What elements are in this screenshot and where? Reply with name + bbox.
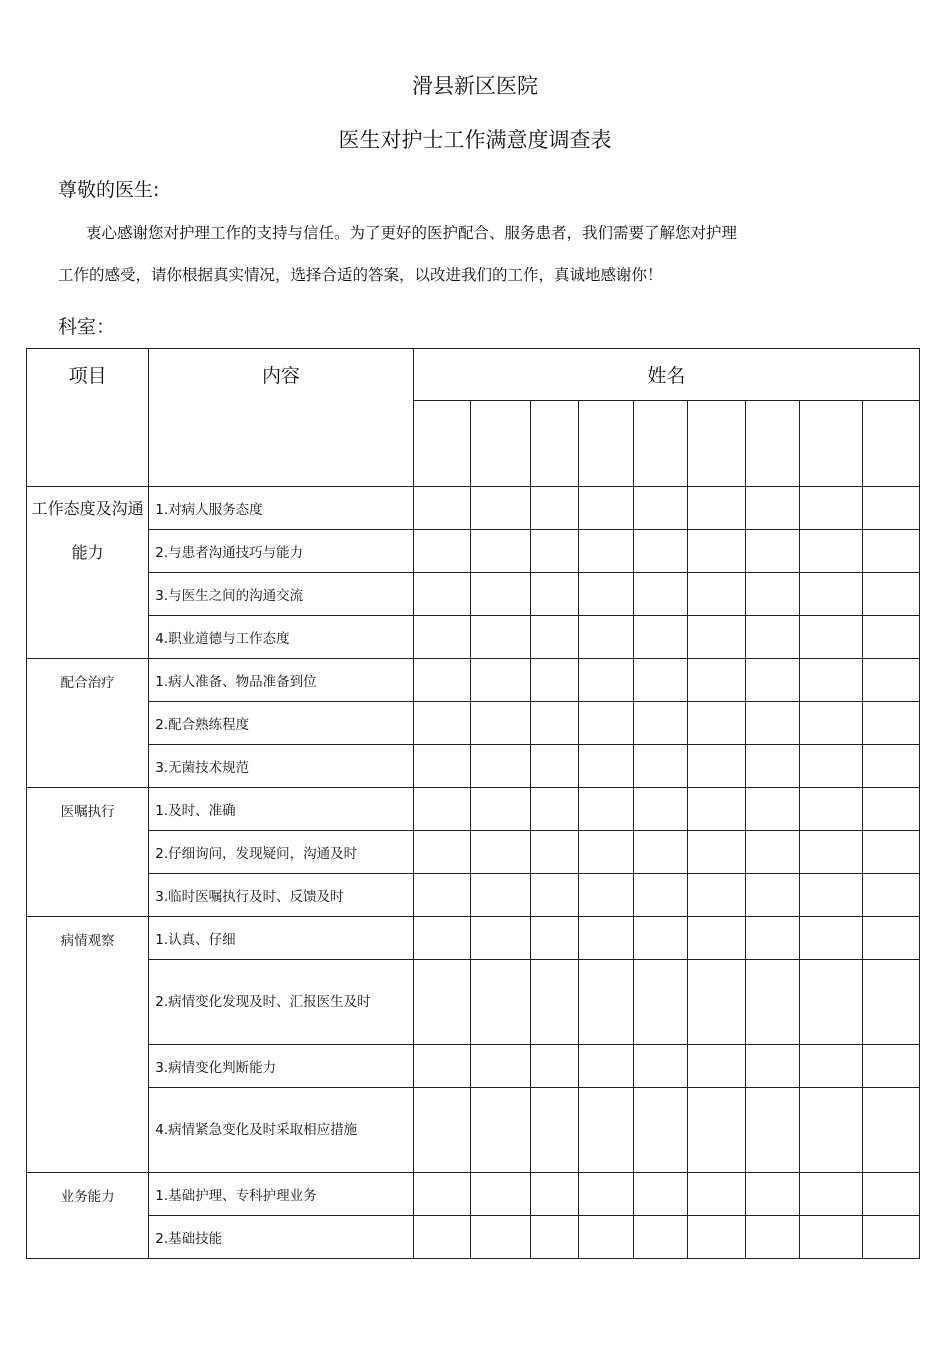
rating-cell[interactable]	[470, 831, 530, 874]
table-row	[27, 573, 920, 616]
name-entry-cell[interactable]	[634, 401, 688, 487]
rating-cell[interactable]	[531, 530, 579, 573]
rating-cell[interactable]	[579, 1088, 634, 1173]
rating-cell[interactable]	[862, 831, 919, 874]
rating-cell[interactable]	[799, 616, 862, 659]
rating-cell[interactable]	[634, 1216, 688, 1259]
form-title: 医生对护士工作满意度调查表	[338, 128, 612, 152]
rating-cell[interactable]	[470, 1045, 530, 1088]
rating-cell[interactable]	[799, 831, 862, 874]
rating-cell[interactable]	[862, 1173, 919, 1216]
rating-cell[interactable]	[688, 745, 746, 788]
rating-cell[interactable]	[470, 917, 530, 960]
rating-cell[interactable]	[413, 616, 470, 659]
rating-cell[interactable]	[413, 487, 470, 530]
rating-cell[interactable]	[862, 616, 919, 659]
table-row	[27, 1045, 920, 1088]
rating-cell[interactable]	[531, 1045, 579, 1088]
table-row	[27, 1088, 920, 1173]
item-cell: 2.病情变化发现及时、汇报医生及时	[149, 960, 414, 1045]
name-entry-cell[interactable]	[688, 401, 746, 487]
rating-cell[interactable]	[688, 487, 746, 530]
rating-cell[interactable]	[413, 573, 470, 616]
rating-cell[interactable]	[746, 573, 799, 616]
rating-cell[interactable]	[746, 1088, 799, 1173]
table-row	[27, 659, 920, 702]
rating-cell[interactable]	[413, 831, 470, 874]
rating-cell[interactable]	[688, 1088, 746, 1173]
rating-cell[interactable]	[862, 788, 919, 831]
rating-cell[interactable]	[799, 960, 862, 1045]
category-cell: 业务能力	[27, 1173, 149, 1259]
rating-cell[interactable]	[688, 874, 746, 917]
rating-cell[interactable]	[413, 917, 470, 960]
rating-cell[interactable]	[579, 1173, 634, 1216]
rating-cell[interactable]	[862, 1088, 919, 1173]
rating-cell[interactable]	[579, 917, 634, 960]
rating-cell[interactable]	[579, 745, 634, 788]
rating-cell[interactable]	[688, 1045, 746, 1088]
header-name: 姓名	[413, 349, 919, 401]
rating-cell[interactable]	[531, 960, 579, 1045]
rating-cell[interactable]	[746, 831, 799, 874]
item-cell: 1.认真、仔细	[149, 917, 414, 960]
rating-cell[interactable]	[634, 1045, 688, 1088]
rating-cell[interactable]	[413, 960, 470, 1045]
category-cell: 病情观察	[27, 917, 149, 1173]
rating-cell[interactable]	[862, 874, 919, 917]
rating-cell[interactable]	[413, 702, 470, 745]
category-cell: 医嘱执行	[27, 788, 149, 917]
rating-cell[interactable]	[579, 616, 634, 659]
name-entry-cell[interactable]	[470, 401, 530, 487]
rating-cell[interactable]	[470, 1088, 530, 1173]
rating-cell[interactable]	[862, 702, 919, 745]
rating-cell[interactable]	[688, 788, 746, 831]
rating-cell[interactable]	[746, 1216, 799, 1259]
rating-cell[interactable]	[688, 1216, 746, 1259]
rating-cell[interactable]	[862, 487, 919, 530]
survey-table	[26, 348, 920, 1259]
rating-cell[interactable]	[862, 659, 919, 702]
item-cell: 4.病情紧急变化及时采取相应措施	[149, 1088, 414, 1173]
rating-cell[interactable]	[799, 745, 862, 788]
rating-cell[interactable]	[531, 874, 579, 917]
name-entry-cell[interactable]	[862, 401, 919, 487]
table-row	[27, 960, 920, 1045]
rating-cell[interactable]	[579, 659, 634, 702]
rating-cell[interactable]	[634, 788, 688, 831]
header-project: 项目	[27, 349, 149, 487]
department-label: 科室：	[58, 316, 116, 338]
rating-cell[interactable]	[634, 530, 688, 573]
rating-cell[interactable]	[746, 1173, 799, 1216]
rating-cell[interactable]	[531, 616, 579, 659]
name-entry-cell[interactable]	[531, 401, 579, 487]
rating-cell[interactable]	[688, 530, 746, 573]
rating-cell[interactable]	[862, 1216, 919, 1259]
rating-cell[interactable]	[799, 874, 862, 917]
rating-cell[interactable]	[688, 616, 746, 659]
rating-cell[interactable]	[746, 960, 799, 1045]
intro-line-1: 衷心感谢您对护理工作的支持与信任。为了更好的医护配合、服务患者，我们需要了解您对护理	[86, 224, 738, 242]
rating-cell[interactable]	[413, 1173, 470, 1216]
name-entry-cell[interactable]	[413, 401, 470, 487]
table-row	[27, 530, 920, 573]
rating-cell[interactable]	[470, 788, 530, 831]
rating-cell[interactable]	[579, 573, 634, 616]
rating-cell[interactable]	[746, 874, 799, 917]
rating-cell[interactable]	[470, 874, 530, 917]
name-entry-cell[interactable]	[799, 401, 862, 487]
rating-cell[interactable]	[470, 702, 530, 745]
rating-cell[interactable]	[634, 487, 688, 530]
rating-cell[interactable]	[634, 573, 688, 616]
rating-cell[interactable]	[413, 874, 470, 917]
rating-cell[interactable]	[413, 659, 470, 702]
rating-cell[interactable]	[579, 702, 634, 745]
rating-cell[interactable]	[531, 831, 579, 874]
rating-cell[interactable]	[579, 874, 634, 917]
rating-cell[interactable]	[531, 659, 579, 702]
rating-cell[interactable]	[531, 917, 579, 960]
rating-cell[interactable]	[634, 1088, 688, 1173]
item-cell: 2.与患者沟通技巧与能力	[149, 530, 414, 573]
item-cell: 3.与医生之间的沟通交流	[149, 573, 414, 616]
rating-cell[interactable]	[688, 702, 746, 745]
table-row	[27, 831, 920, 874]
rating-cell[interactable]	[634, 917, 688, 960]
salutation: 尊敬的医生:	[58, 179, 160, 201]
rating-cell[interactable]	[799, 1045, 862, 1088]
category-cell: 配合治疗	[27, 659, 149, 788]
rating-cell[interactable]	[634, 831, 688, 874]
rating-cell[interactable]	[634, 960, 688, 1045]
item-cell: 2.配合熟练程度	[149, 702, 414, 745]
rating-cell[interactable]	[531, 702, 579, 745]
item-cell: 3.无菌技术规范	[149, 745, 414, 788]
rating-cell[interactable]	[746, 745, 799, 788]
rating-cell[interactable]	[634, 616, 688, 659]
table-row	[27, 702, 920, 745]
rating-cell[interactable]	[862, 917, 919, 960]
table-row	[27, 487, 920, 530]
rating-cell[interactable]	[634, 745, 688, 788]
table-row	[27, 616, 920, 659]
rating-cell[interactable]	[413, 1088, 470, 1173]
rating-cell[interactable]	[470, 745, 530, 788]
rating-cell[interactable]	[746, 487, 799, 530]
rating-cell[interactable]	[470, 659, 530, 702]
item-cell: 2.基础技能	[149, 1216, 414, 1259]
rating-cell[interactable]	[579, 530, 634, 573]
rating-cell[interactable]	[531, 573, 579, 616]
table-row	[27, 1173, 920, 1216]
item-cell: 4.职业道德与工作态度	[149, 616, 414, 659]
rating-cell[interactable]	[862, 960, 919, 1045]
rating-cell[interactable]	[579, 1216, 634, 1259]
rating-cell[interactable]	[746, 1045, 799, 1088]
rating-cell[interactable]	[531, 745, 579, 788]
rating-cell[interactable]	[531, 1173, 579, 1216]
rating-cell[interactable]	[799, 1088, 862, 1173]
rating-cell[interactable]	[862, 573, 919, 616]
rating-cell[interactable]	[470, 1173, 530, 1216]
rating-cell[interactable]	[531, 1088, 579, 1173]
rating-cell[interactable]	[531, 788, 579, 831]
rating-cell[interactable]	[799, 917, 862, 960]
item-cell: 1.及时、准确	[149, 788, 414, 831]
rating-cell[interactable]	[634, 702, 688, 745]
rating-cell[interactable]	[413, 1216, 470, 1259]
item-cell: 3.临时医嘱执行及时、反馈及时	[149, 874, 414, 917]
rating-cell[interactable]	[634, 659, 688, 702]
rating-cell[interactable]	[862, 1045, 919, 1088]
rating-cell[interactable]	[688, 573, 746, 616]
rating-cell[interactable]	[746, 530, 799, 573]
rating-cell[interactable]	[470, 573, 530, 616]
rating-cell[interactable]	[799, 573, 862, 616]
rating-cell[interactable]	[746, 616, 799, 659]
name-entry-cell[interactable]	[579, 401, 634, 487]
rating-cell[interactable]	[799, 1173, 862, 1216]
rating-cell[interactable]	[746, 917, 799, 960]
rating-cell[interactable]	[799, 788, 862, 831]
rating-cell[interactable]	[799, 530, 862, 573]
rating-cell[interactable]	[746, 788, 799, 831]
rating-cell[interactable]	[688, 831, 746, 874]
table-row	[27, 788, 920, 831]
header-content: 内容	[149, 349, 414, 487]
item-cell: 2.仔细询问，发现疑问，沟通及时	[149, 831, 414, 874]
rating-cell[interactable]	[470, 487, 530, 530]
rating-cell[interactable]	[579, 831, 634, 874]
rating-cell[interactable]	[531, 487, 579, 530]
rating-cell[interactable]	[746, 702, 799, 745]
rating-cell[interactable]	[862, 530, 919, 573]
item-cell: 1.基础护理、专科护理业务	[149, 1173, 414, 1216]
rating-cell[interactable]	[413, 1045, 470, 1088]
item-cell: 3.病情变化判断能力	[149, 1045, 414, 1088]
item-cell: 1.对病人服务态度	[149, 487, 414, 530]
intro-line-2: 工作的感受，请你根据真实情况，选择合适的答案，以改进我们的工作，真诚地感谢你！	[58, 266, 663, 284]
rating-cell[interactable]	[688, 659, 746, 702]
table-row	[27, 745, 920, 788]
table-row	[27, 874, 920, 917]
rating-cell[interactable]	[799, 659, 862, 702]
rating-cell[interactable]	[413, 745, 470, 788]
table-row	[27, 1216, 920, 1259]
rating-cell[interactable]	[579, 1045, 634, 1088]
rating-cell[interactable]	[413, 788, 470, 831]
rating-cell[interactable]	[470, 530, 530, 573]
rating-cell[interactable]	[531, 1216, 579, 1259]
rating-cell[interactable]	[470, 1216, 530, 1259]
name-entry-cell[interactable]	[746, 401, 799, 487]
item-cell: 1.病人准备、物品准备到位	[149, 659, 414, 702]
rating-cell[interactable]	[579, 487, 634, 530]
rating-cell[interactable]	[470, 960, 530, 1045]
rating-cell[interactable]	[470, 616, 530, 659]
rating-cell[interactable]	[862, 745, 919, 788]
table-row	[27, 917, 920, 960]
rating-cell[interactable]	[799, 487, 862, 530]
rating-cell[interactable]	[634, 874, 688, 917]
rating-cell[interactable]	[579, 960, 634, 1045]
rating-cell[interactable]	[634, 1173, 688, 1216]
rating-cell[interactable]	[799, 1216, 862, 1259]
hospital-name: 滑县新区医院	[412, 74, 538, 98]
rating-cell[interactable]	[688, 917, 746, 960]
category-cell: 工作态度及沟通能力	[27, 487, 149, 659]
rating-cell[interactable]	[579, 788, 634, 831]
rating-cell[interactable]	[746, 659, 799, 702]
rating-cell[interactable]	[688, 1173, 746, 1216]
header-row	[27, 349, 920, 401]
rating-cell[interactable]	[799, 702, 862, 745]
rating-cell[interactable]	[413, 530, 470, 573]
rating-cell[interactable]	[688, 960, 746, 1045]
